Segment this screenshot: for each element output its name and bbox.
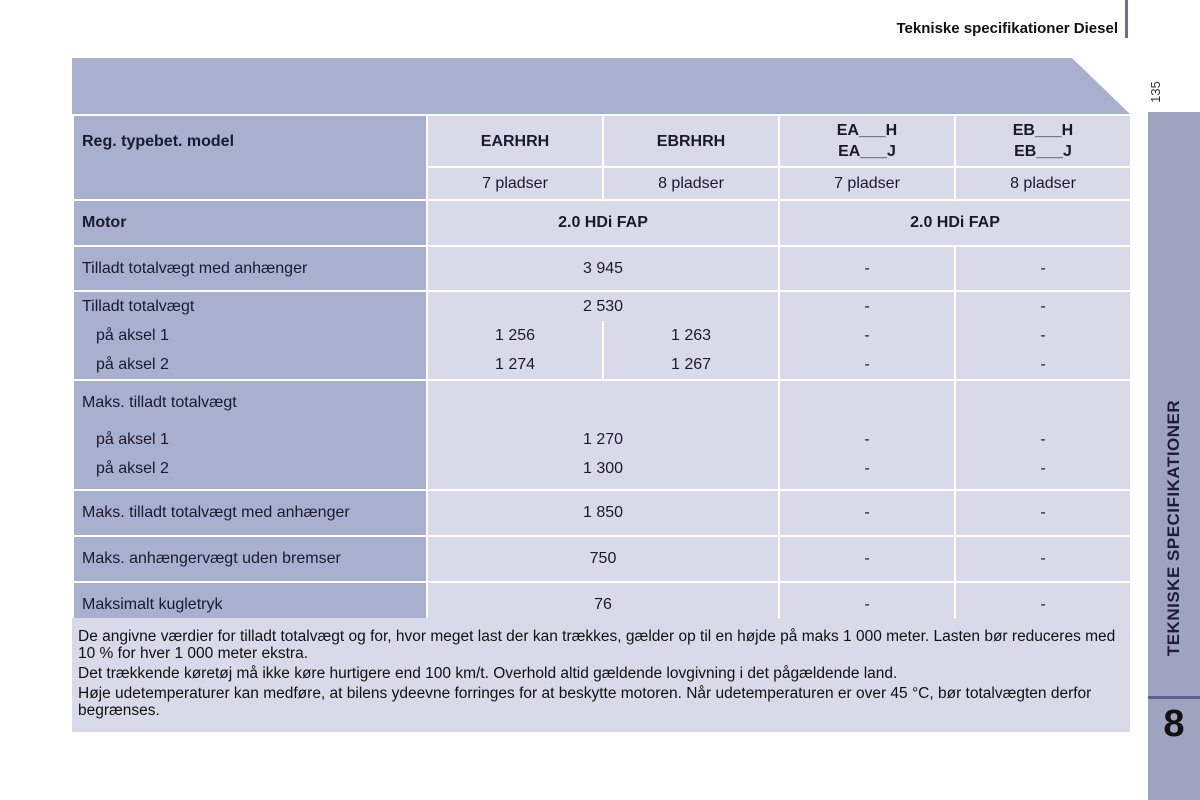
page-header-title: Tekniske specifikationer Diesel <box>896 20 1118 37</box>
na-value: - <box>955 490 1131 536</box>
tow-total-label: Tilladt totalvægt med anhænger <box>73 246 427 291</box>
chapter-tab-label-box <box>1148 372 1200 684</box>
table-row-total-weight <box>73 291 1131 380</box>
na-value: - <box>1040 356 1046 373</box>
chapter-tab-label: TEKNISKE SPECIFIKATIONER <box>1164 399 1184 657</box>
notes-box <box>72 618 1130 732</box>
model-code: EARHRH <box>480 132 550 150</box>
max-total-labels <box>73 380 427 490</box>
note-paragraph: Det trækkende køretøj må ikke køre hurtigere end 100 km/t. Overhold altid gældende lovgivning i det pågældende land. <box>78 665 898 682</box>
seats-cell: 7 pladser <box>427 167 603 200</box>
seats-cell: 8 pladser <box>603 167 779 200</box>
ball-load-label: Maksimalt kugletryk <box>73 582 427 628</box>
max-total-label: Maks. tilladt totalvægt <box>82 393 237 411</box>
model-cell <box>779 115 955 167</box>
chapter-number: 8 <box>1163 703 1185 745</box>
na-value: - <box>864 356 870 373</box>
na-value: - <box>864 298 870 315</box>
model-code-alt: EA___J <box>838 143 896 160</box>
na-value: - <box>864 459 870 477</box>
na-value: - <box>1040 459 1046 477</box>
na-value: - <box>779 490 955 536</box>
max-total-values <box>427 380 779 490</box>
axle1-value: 1 256 <box>428 321 604 350</box>
total-weight-value: 2 530 <box>582 298 624 315</box>
table-row-tow-total <box>73 246 1131 291</box>
model-cell <box>603 115 779 167</box>
tow-total-value: 3 945 <box>427 246 779 291</box>
seats-cell: 7 pladser <box>779 167 955 200</box>
blank <box>956 388 1130 417</box>
max-tow-total-value: 1 850 <box>427 490 779 536</box>
table-row-max-total <box>73 380 1131 490</box>
model-code: EBRHRH <box>656 132 726 150</box>
tow-total-na: - <box>779 246 955 291</box>
spacer <box>82 417 426 425</box>
total-weight-values <box>427 291 779 380</box>
blank <box>780 388 954 417</box>
page-number: 135 <box>1147 81 1163 103</box>
ball-load-value: 76 <box>427 582 779 628</box>
axle2-label: på aksel 2 <box>96 356 169 373</box>
model-code: EA___H <box>836 122 898 139</box>
table-header-banner <box>72 58 1130 114</box>
table-row-motor <box>73 200 1131 246</box>
tow-total-na: - <box>955 246 1131 291</box>
axle2-values <box>428 350 778 379</box>
model-cell <box>427 115 603 167</box>
table-row-trailer-no-brakes <box>73 536 1131 582</box>
model-label: Reg. typebet. model <box>73 115 427 200</box>
na-value: - <box>779 536 955 582</box>
max-total-na-col <box>779 380 955 490</box>
total-weight-label: Tilladt totalvægt <box>82 298 195 315</box>
max-tow-total-label: Maks. tilladt totalvægt med anhænger <box>73 490 427 536</box>
axle2-value: 1 274 <box>428 350 604 379</box>
axle1-label: på aksel 1 <box>96 430 169 448</box>
axle1-value: 1 263 <box>670 327 712 344</box>
model-code-alt: EB___J <box>1014 143 1072 160</box>
model-cell <box>955 115 1131 167</box>
total-weight-labels <box>73 291 427 380</box>
na-value: - <box>864 327 870 344</box>
note-paragraph: De angivne værdier for tilladt totalvægt og for, hvor meget last der kan trækkes, gælder op til en højde på maks 1 000 meter. Lasten bør reduceres med 10 % for hver 1 000 meter ekstra. <box>78 628 1116 662</box>
max-axle2-value: 1 300 <box>582 459 624 477</box>
na-value: - <box>955 536 1131 582</box>
na-value: - <box>779 582 955 628</box>
axle2-label: på aksel 2 <box>96 459 169 477</box>
axle1-values <box>428 321 778 350</box>
motor-label: Motor <box>73 200 427 246</box>
na-value: - <box>1040 430 1046 448</box>
seats-cell: 8 pladser <box>955 167 1131 200</box>
blank <box>428 388 778 417</box>
na-value: - <box>1040 298 1046 315</box>
trailer-no-brakes-value: 750 <box>427 536 779 582</box>
max-total-na-col <box>955 380 1131 490</box>
total-weight-na-col <box>779 291 955 380</box>
table-row-max-tow-total <box>73 490 1131 536</box>
spacer <box>428 417 778 425</box>
spec-table <box>72 114 1132 629</box>
spacer <box>956 417 1130 425</box>
spacer <box>780 417 954 425</box>
na-value: - <box>955 582 1131 628</box>
table-row-models <box>73 115 1131 167</box>
motor-value: 2.0 HDi FAP <box>427 200 779 246</box>
model-code: EB___H <box>1012 122 1074 139</box>
header-divider <box>1125 0 1128 38</box>
max-axle1-value: 1 270 <box>582 430 624 448</box>
axle1-label: på aksel 1 <box>96 327 169 344</box>
note-paragraph: Høje udetemperaturer kan medføre, at bilens ydeevne forringes for at beskytte motoren. Når udetemperaturen er over 45 °C, bør totalvægten derfor begrænses. <box>78 685 1092 719</box>
axle2-value: 1 267 <box>670 356 712 373</box>
na-value: - <box>864 430 870 448</box>
total-weight-na-col <box>955 291 1131 380</box>
trailer-no-brakes-label: Maks. anhængervægt uden bremser <box>73 536 427 582</box>
motor-value: 2.0 HDi FAP <box>779 200 1131 246</box>
na-value: - <box>1040 327 1046 344</box>
chapter-tab-divider <box>1148 696 1200 699</box>
